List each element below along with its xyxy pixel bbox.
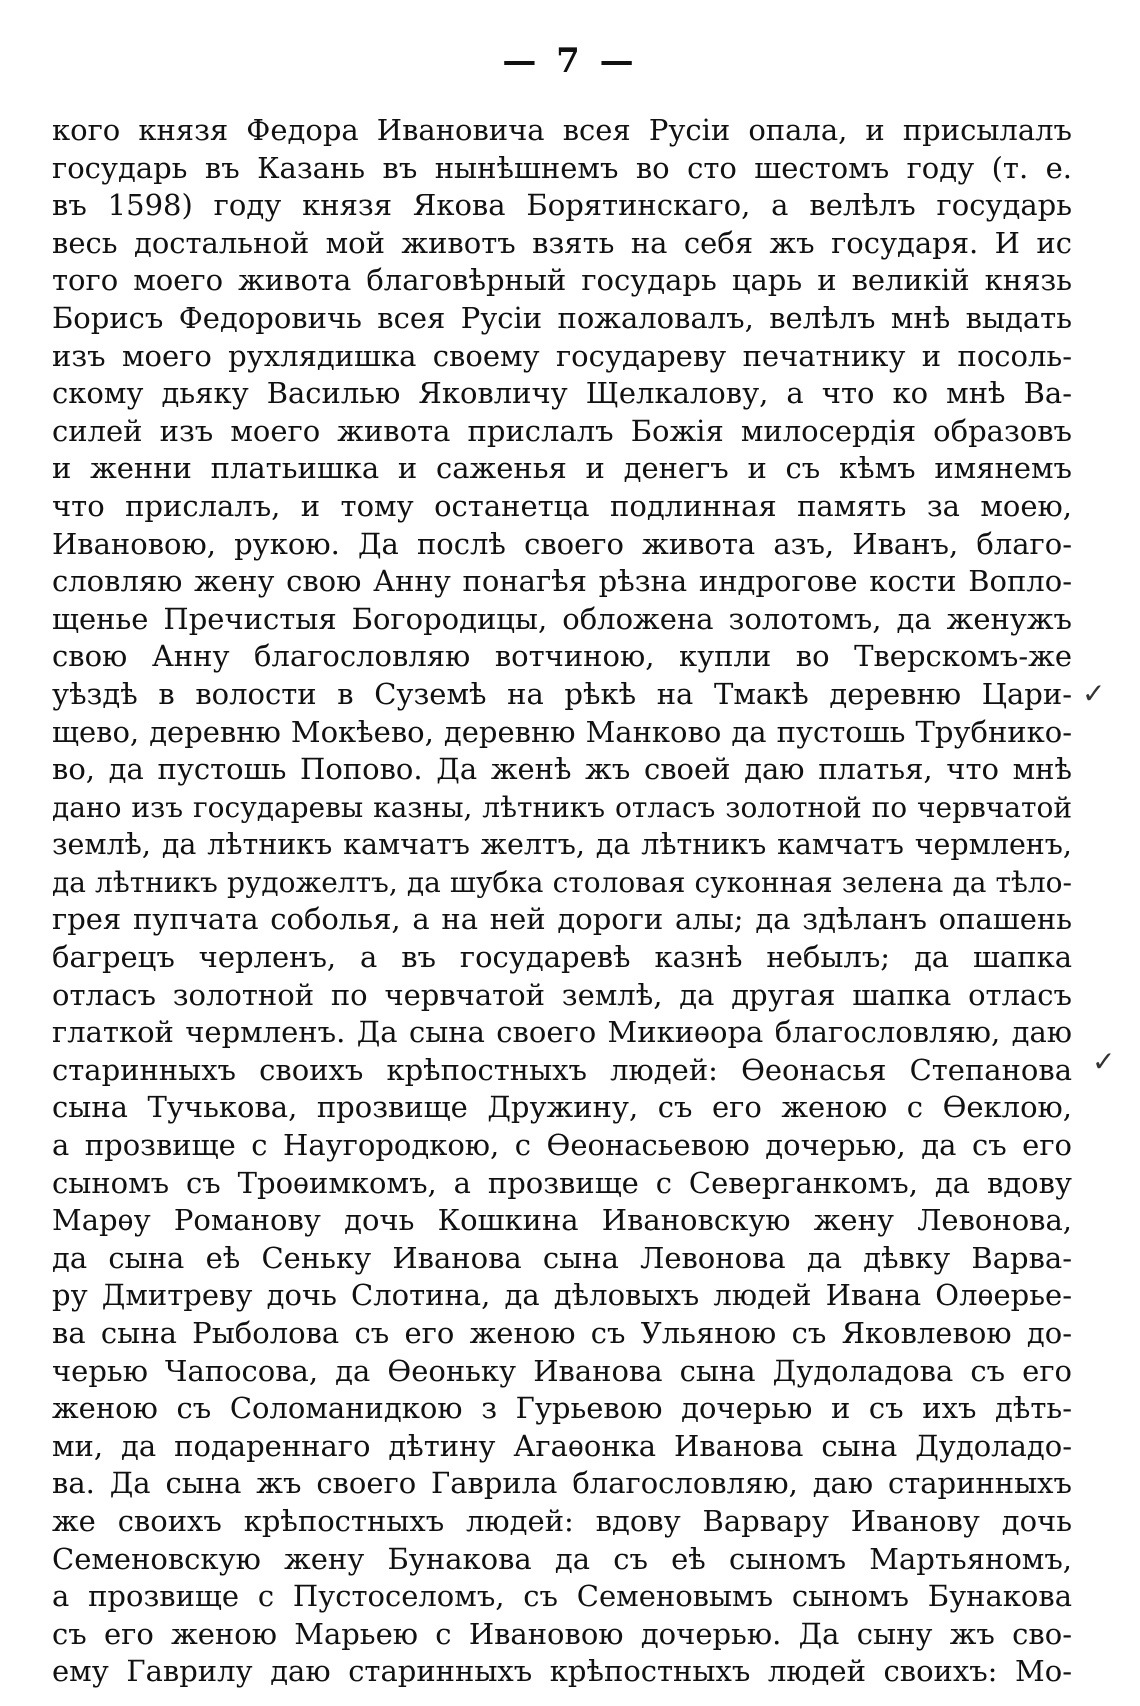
text-line: женою съ Соломанидкою з Гурьевою дочерью и съ ихъ дѣть- <box>52 1391 1072 1426</box>
text-line: словляю жену свою Анну понагѣя рѣзна индрогове кости Вопло- <box>52 564 1072 599</box>
text-line: что прислалъ, и тому останетца подлинная память за моею, <box>52 488 1072 523</box>
text-line: дано изъ государевы казны, лѣтникъ отласъ золотной по червчатой <box>52 790 1072 824</box>
text-line: кого князя Федора Ивановича всея Русіи опала, и присылалъ <box>52 113 1072 147</box>
text-line: съ его женою Марьею с Ивановою дочерью. Да сыну жъ сво- <box>52 1616 1072 1651</box>
text-line: изъ моего рухлядишка своему государеву печатнику и посоль- <box>52 338 1072 373</box>
text-line: черью Чапосова, да Ѳеоньку Иванова сына Дудоладова съ его <box>52 1353 1072 1388</box>
text-line: Марѳу Романову дочь Кошкина Ивановскую жену Левонова, <box>52 1203 1072 1238</box>
text-line: скому дьяку Василью Яковличу Щелкалову, а что ко мнѣ Ва- <box>52 376 1072 411</box>
text-line: въ 1598) году князя Якова Борятинскаго, а велѣлъ государь <box>52 188 1072 223</box>
text-line: во, да пустошь Попово. Да женѣ жъ своей даю платья, что мнѣ <box>52 752 1072 787</box>
text-line: щенье Пречистыя Богородицы, обложена золотомъ, да женужъ <box>52 601 1072 636</box>
page-number: — 7 — <box>502 41 638 81</box>
text-line: уѣздѣ в волости в Суземѣ на рѣкѣ на Тмакѣ деревню Цари- <box>52 676 1072 711</box>
text-line: багрецъ черленъ, а въ государевѣ казнѣ небылъ; да шапка <box>52 940 1072 975</box>
text-line: Семеновскую жену Бунакова да съ еѣ сыномъ Мартьяномъ, <box>52 1541 1072 1576</box>
text-line: глаткой чермленъ. Да сына своего Микиѳора благословляю, даю <box>52 1015 1072 1050</box>
text-line: Борисъ Федоровичь всея Русіи пожаловалъ, велѣлъ мнѣ выдать <box>52 300 1072 335</box>
text-line: того моего живота благовѣрный государь царь и великій князь <box>52 263 1072 298</box>
text-line: ему Гаврилу даю старинныхъ крѣпостныхъ людей своихъ: Мо- <box>52 1654 1072 1689</box>
text-line: Ивановою, рукою. Да послѣ своего живота азъ, Иванъ, благо- <box>52 526 1072 561</box>
text-line: свою Анну благословляю вотчиною, купли во Тверскомъ-же <box>52 639 1072 674</box>
text-line: и женни платьишка и саженья и денегъ и съ кѣмъ имянемъ <box>52 451 1072 486</box>
text-line: же своихъ крѣпостныхъ людей: вдову Варвару Иванову дочь <box>52 1503 1072 1538</box>
text-line: отласъ золотной по червчатой землѣ, да другая шапка отласъ <box>52 977 1072 1012</box>
text-line: да сына еѣ Сеньку Иванова сына Левонова да дѣвку Варва- <box>52 1240 1072 1275</box>
text-line: старинныхъ своихъ крѣпостныхъ людей: Ѳеонасья Степанова <box>52 1052 1072 1087</box>
text-line: сыномъ съ Троѳимкомъ, а прозвище с Северганкомъ, да вдову <box>52 1165 1072 1200</box>
text-line: грея пупчата соболья, а на ней дороги алы; да здѣланъ опашень <box>52 902 1072 937</box>
text-line: а прозвище с Пустоселомъ, съ Семеновымъ сыномъ Бунакова <box>52 1579 1072 1614</box>
text-line: ва сына Рыболова съ его женою съ Ульяною съ Яковлевою до- <box>52 1316 1072 1350</box>
text-line: ми, да подареннаго дѣтину Агаѳонка Иванова сына Дудоладо- <box>52 1428 1072 1463</box>
text-line: ва. Да сына жъ своего Гаврила благословляю, даю старинныхъ <box>52 1466 1072 1501</box>
text-line: ру Дмитреву дочь Слотина, да дѣловыхъ людей Ивана Олѳерье- <box>52 1278 1072 1313</box>
text-line: щево, деревню Мокѣево, деревню Манково да пустошь Трубнико- <box>52 714 1072 749</box>
text-line: силей изъ моего живота прислалъ Божія милосердія образовъ <box>52 413 1072 448</box>
text-line: государь въ Казань въ нынѣшнемъ во сто шестомъ году (т. е. <box>52 150 1072 185</box>
text-line: да лѣтникъ рудожелтъ, да шубка столовая суконная зелена да тѣло- <box>52 865 1072 899</box>
text-line: весь достальной мой животъ взять на себя жъ государя. И ис <box>52 225 1072 260</box>
text-line: землѣ, да лѣтникъ камчатъ желтъ, да лѣтникъ камчатъ чермленъ, <box>52 828 1072 862</box>
text-line: сына Тучькова, прозвище Дружину, съ его женою с Ѳеклою, <box>52 1090 1072 1125</box>
margin-check-mark: ✓ <box>1082 677 1106 710</box>
body-text <box>52 112 1072 1691</box>
text-line: а прозвище с Наугородкою, с Ѳеонасьевою дочерью, да съ его <box>52 1128 1072 1163</box>
margin-check-mark: ✓ <box>1092 1045 1116 1078</box>
